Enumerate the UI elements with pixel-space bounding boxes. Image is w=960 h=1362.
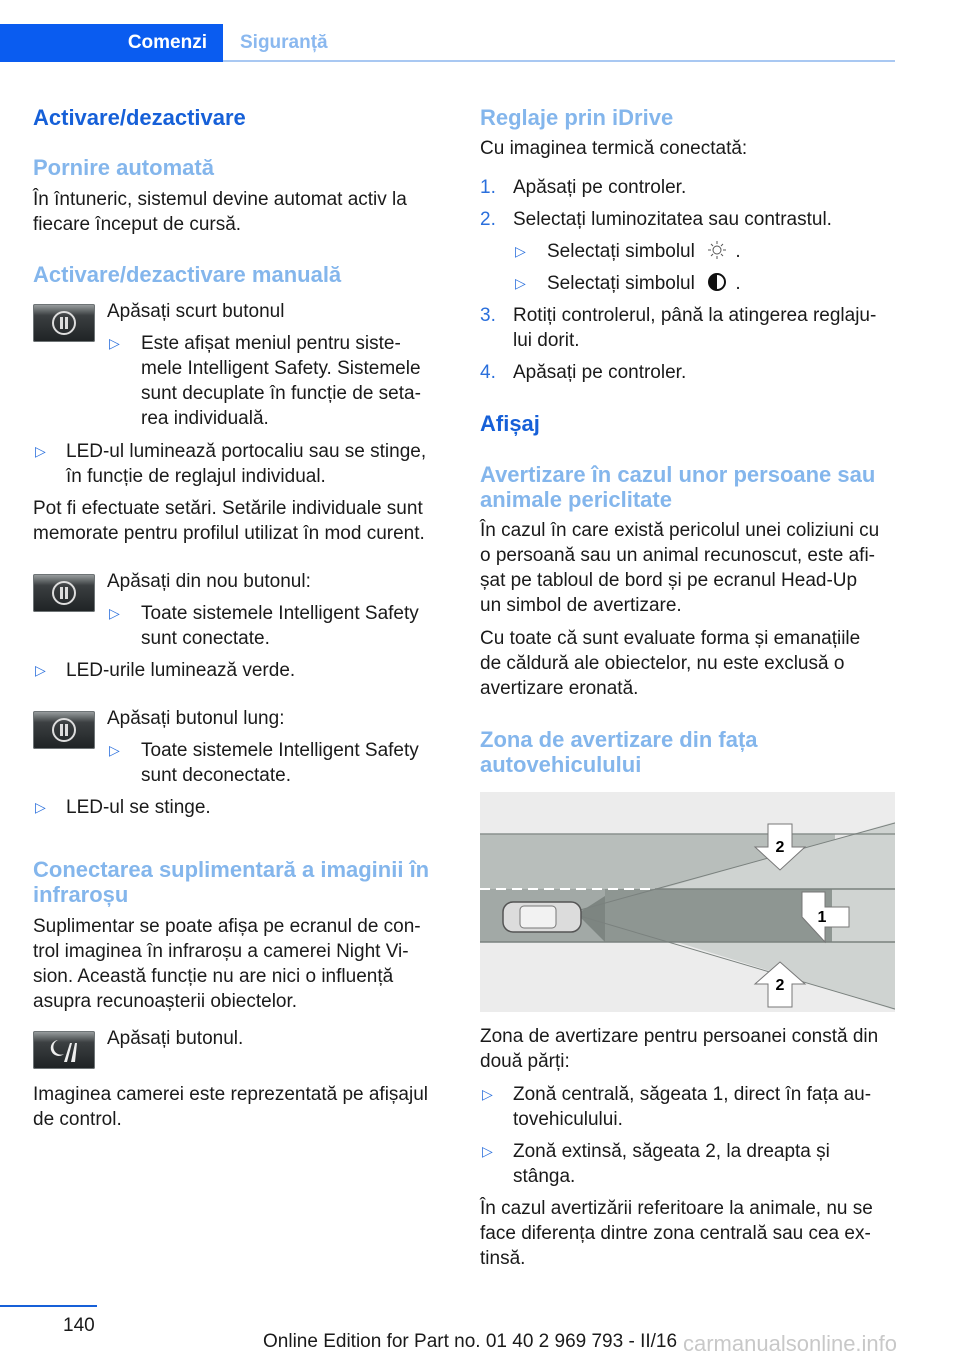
bullet-triangle-icon: ▷	[515, 275, 526, 291]
chapter-tabs	[0, 24, 895, 62]
bullet-triangle-icon: ▷	[35, 443, 46, 459]
heading-infrared: Conectarea suplimentară a imaginii în	[33, 857, 430, 882]
step-text: Apăsați pe controler.	[513, 177, 687, 198]
paragraph: fiecare început de cursă.	[33, 214, 242, 235]
heading-warning: Avertizare în cazul unor persoane sau	[480, 462, 876, 487]
bullet-triangle-icon: ▷	[109, 335, 120, 351]
heading-warning: animale periclitate	[480, 487, 672, 512]
step-text: Apăsați pe controler.	[513, 362, 687, 383]
step-text: Apăsați butonul lung:	[107, 708, 285, 729]
step-number: 2.	[480, 209, 496, 230]
bullet-triangle-icon: ▷	[109, 605, 120, 621]
bullet-text: tovehiculului.	[513, 1109, 623, 1130]
bullet-text: LED-ul se stinge.	[66, 797, 211, 818]
bullet-triangle-icon: ▷	[35, 662, 46, 678]
bullet-text: stânga.	[513, 1166, 576, 1187]
watermark: carmanualsonline.info	[683, 1331, 898, 1356]
safety-button-icon	[33, 574, 95, 612]
heading-zone: autovehiculului	[480, 752, 642, 777]
bullet-label: Selectați simbolul	[547, 241, 695, 262]
bullet-triangle-icon: ▷	[35, 799, 46, 815]
step-text: Selectați luminozitatea sau contrastul.	[513, 209, 832, 230]
paragraph: un simbol de avertizare.	[480, 595, 682, 616]
bullet-text: Zonă extinsă, săgeata 2, la dreapta și	[513, 1141, 830, 1162]
step-text: lui dorit.	[513, 330, 580, 351]
step-number: 1.	[480, 177, 496, 198]
paragraph: memorate pentru profilul utilizat în mod curent.	[33, 523, 425, 544]
step-text: Rotiți controlerul, până la atingerea reglaju-	[513, 305, 877, 326]
safety-button-icon	[33, 304, 95, 342]
step-number: 3.	[480, 305, 496, 326]
paragraph: două părți:	[480, 1051, 570, 1072]
bullet-text: sunt deconectate.	[141, 765, 291, 786]
bullet-text: rea individuală.	[141, 408, 269, 429]
step-number: 4.	[480, 362, 496, 383]
tab-siguranta[interactable]: Siguranță	[240, 32, 328, 53]
edition-info: Online Edition for Part no. 01 40 2 969 793 - II/16	[263, 1331, 678, 1352]
arrow-label: 2	[775, 839, 785, 856]
heading-display: Afișaj	[480, 411, 540, 436]
step-text: Apăsați butonul.	[107, 1028, 244, 1049]
heading-manual: Activare/dezactivare manuală	[33, 262, 342, 287]
paragraph: trol imaginea în infraroșu a camerei Night Vi-	[33, 941, 409, 962]
arrow-label: 1	[817, 909, 827, 926]
car-icon	[503, 902, 581, 932]
paragraph: Imaginea camerei este reprezentată pe afișajul	[33, 1084, 429, 1105]
paragraph: sion. Această funcție nu are nici o influență	[33, 966, 394, 987]
paragraph: asupra recunoașterii obiectelor.	[33, 991, 298, 1012]
footer-rule	[0, 1305, 97, 1307]
bullet-text: Este afișat meniul pentru siste-	[141, 333, 401, 354]
warning-zone-figure	[480, 792, 895, 1012]
paragraph: de control.	[33, 1109, 122, 1130]
safety-button-icon	[33, 711, 95, 749]
heading-infrared: infraroșu	[33, 882, 129, 907]
page-number: 140	[63, 1315, 95, 1336]
bullet-text: LED-urile luminează verde.	[66, 660, 296, 681]
paragraph: o persoană sau un animal recunoscut, este afi-	[480, 545, 876, 566]
heading-auto-start: Pornire automată	[33, 155, 214, 180]
paragraph: face diferența dintre zona centrală sau cea ex-	[480, 1223, 871, 1244]
bullet-triangle-icon: ▷	[515, 243, 526, 259]
night-vision-button-icon	[33, 1031, 95, 1069]
paragraph: Pot fi efectuate setări. Setările individuale sunt	[33, 498, 423, 519]
punctuation: .	[735, 241, 741, 262]
paragraph: În cazul avertizării referitoare la animale, nu se	[480, 1198, 873, 1219]
contrast-icon	[704, 272, 730, 292]
bullet-text: LED-ul luminează portocaliu sau se stinge,	[66, 441, 427, 462]
paragraph: avertizare eronată.	[480, 678, 639, 699]
paragraph: În întuneric, sistemul devine automat activ la	[33, 189, 407, 210]
heading-idrive: Reglaje prin iDrive	[480, 105, 674, 130]
step-text: Apăsați scurt butonul	[107, 301, 285, 322]
tab-comenzi[interactable]: Comenzi	[0, 24, 223, 62]
bullet-text: sunt conectate.	[141, 628, 270, 649]
paragraph: Suplimentar se poate afișa pe ecranul de con-	[33, 916, 421, 937]
bullet-text	[547, 271, 741, 296]
paragraph: Cu toate că sunt evaluate forma și emanațiile	[480, 628, 861, 649]
heading-activation: Activare/dezactivare	[33, 105, 246, 130]
bullet-triangle-icon: ▷	[482, 1086, 493, 1102]
bullet-text: sunt decuplate în funcție de seta-	[141, 383, 421, 404]
paragraph: Zona de avertizare pentru persoanei constă din	[480, 1026, 879, 1047]
paragraph: șat pe tabloul de bord și pe ecranul Head-Up	[480, 570, 858, 591]
paragraph: tinsă.	[480, 1248, 526, 1269]
punctuation: .	[735, 273, 741, 294]
bullet-label: Selectați simbolul	[547, 273, 695, 294]
bullet-triangle-icon: ▷	[109, 742, 120, 758]
bullet-text: mele Intelligent Safety. Sistemele	[141, 358, 421, 379]
bullet-text: în funcție de reglajul individual.	[66, 466, 326, 487]
paragraph: de căldură ale obiectelor, nu este exclusă o	[480, 653, 845, 674]
bullet-triangle-icon: ▷	[482, 1143, 493, 1159]
bullet-text: Zonă centrală, săgeata 1, direct în fața au-	[513, 1084, 872, 1105]
bullet-text	[547, 239, 741, 264]
brightness-icon	[704, 240, 730, 260]
paragraph: Cu imaginea termică conectată:	[480, 138, 748, 159]
bullet-text: Toate sistemele Intelligent Safety	[141, 740, 419, 761]
step-text: Apăsați din nou butonul:	[107, 571, 311, 592]
bullet-text: Toate sistemele Intelligent Safety	[141, 603, 419, 624]
heading-zone: Zona de avertizare din fața	[480, 727, 758, 752]
paragraph: În cazul în care există pericolul unei coliziuni cu	[480, 520, 880, 541]
arrow-label: 2	[775, 977, 785, 994]
